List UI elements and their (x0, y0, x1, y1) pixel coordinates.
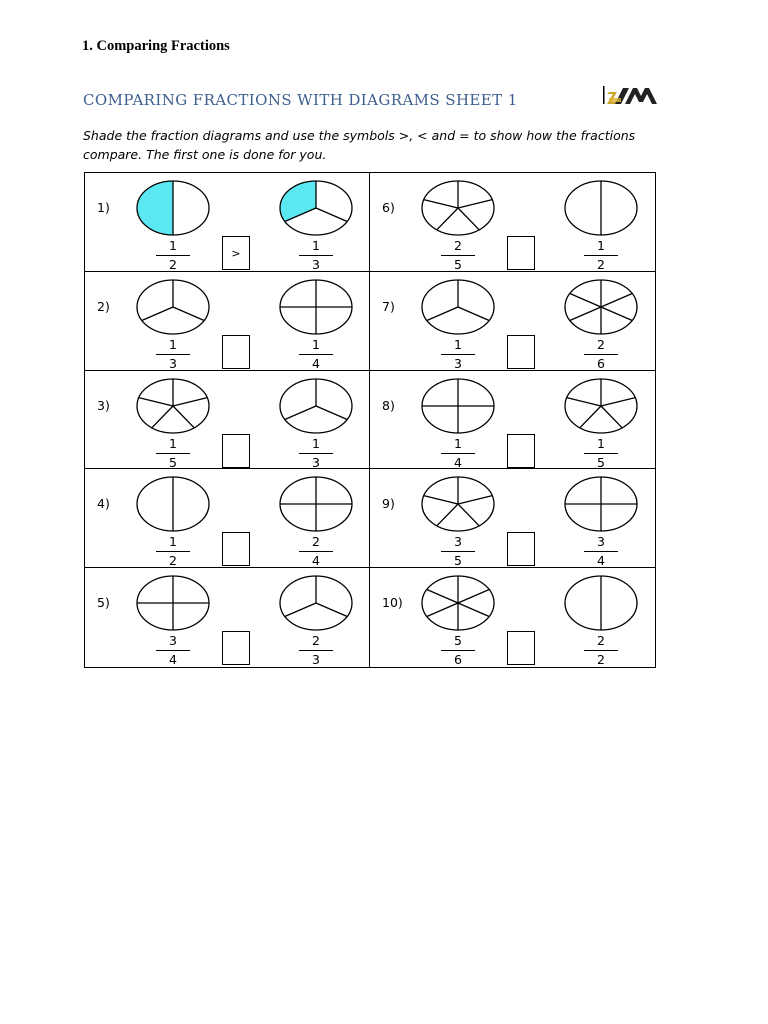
denominator: 2 (597, 652, 605, 668)
fraction-right (296, 238, 336, 272)
numerator: 5 (454, 633, 462, 649)
fraction-right (296, 534, 336, 568)
denominator: 4 (312, 355, 320, 371)
comparison-answer-box[interactable] (507, 335, 535, 369)
comparison-answer-box[interactable]: > (222, 236, 250, 270)
denominator: 2 (169, 553, 177, 569)
fraction-bar (299, 453, 333, 454)
question-number: 4) (97, 496, 110, 512)
denominator: 5 (169, 454, 177, 470)
denominator: 2 (169, 257, 177, 272)
question-number: 7) (382, 298, 395, 314)
question-number: 8) (382, 397, 395, 413)
fraction-left (153, 436, 193, 470)
question-number: 3) (97, 397, 110, 413)
fraction-bar (156, 650, 190, 651)
fraction-left (438, 534, 478, 568)
fraction-circle-left[interactable] (134, 376, 212, 436)
questions-grid (84, 172, 656, 668)
comparison-answer-box[interactable] (507, 434, 535, 468)
comparison-answer-box[interactable] (507, 631, 535, 665)
sheet-title: COMPARING FRACTIONS WITH DIAGRAMS SHEET 1 (83, 91, 518, 109)
numerator: 1 (169, 336, 177, 352)
fraction-right (581, 534, 621, 568)
question-5 (85, 568, 370, 667)
denominator: 3 (312, 652, 320, 668)
fraction-circle-right[interactable] (562, 474, 640, 534)
comparison-answer-box[interactable] (222, 335, 250, 369)
fraction-bar (584, 551, 618, 552)
fraction-circle-left[interactable] (419, 376, 497, 436)
shaded-sector (137, 181, 173, 235)
fraction-circle-left[interactable] (134, 573, 212, 633)
comparison-answer-box[interactable] (222, 434, 250, 468)
fraction-circle-left[interactable] (134, 277, 212, 337)
fraction-bar (299, 551, 333, 552)
fraction-bar (441, 255, 475, 256)
fraction-bar (584, 453, 618, 454)
fraction-left (153, 238, 193, 272)
fraction-bar (156, 453, 190, 454)
fraction-bar (156, 255, 190, 256)
denominator: 5 (454, 257, 462, 272)
numerator: 2 (312, 534, 320, 550)
denominator: 4 (597, 553, 605, 569)
numerator: 1 (169, 238, 177, 253)
fraction-circle-left[interactable] (419, 573, 497, 633)
fraction-bar (441, 650, 475, 651)
fraction-left (438, 436, 478, 470)
question-8 (370, 371, 655, 470)
fraction-bar (156, 551, 190, 552)
fraction-left (153, 633, 193, 667)
denominator: 5 (597, 454, 605, 470)
fraction-circle-right[interactable] (277, 277, 355, 337)
fraction-bar (299, 354, 333, 355)
fraction-left (438, 238, 478, 272)
denominator: 6 (597, 355, 605, 371)
fraction-circle-right[interactable] (277, 573, 355, 633)
fraction-right (296, 436, 336, 470)
numerator: 1 (454, 435, 462, 451)
fraction-bar (441, 453, 475, 454)
fraction-bar (156, 354, 190, 355)
denominator: 3 (312, 257, 320, 272)
fraction-right (581, 238, 621, 272)
comparison-answer-box[interactable] (507, 532, 535, 566)
fraction-circle-left[interactable] (419, 474, 497, 534)
question-number: 6) (382, 200, 395, 215)
numerator: 1 (454, 336, 462, 352)
numerator: 3 (454, 534, 462, 550)
denominator: 4 (169, 652, 177, 668)
fraction-bar (584, 255, 618, 256)
question-10 (370, 568, 655, 667)
denominator: 2 (597, 257, 605, 272)
section-heading: 1. Comparing Fractions (82, 38, 230, 54)
numerator: 1 (312, 336, 320, 352)
fraction-right (296, 633, 336, 667)
denominator: 4 (312, 553, 320, 569)
denominator: 3 (312, 454, 320, 470)
fraction-left (153, 337, 193, 371)
question-7 (370, 272, 655, 371)
denominator: 4 (454, 454, 462, 470)
question-number: 5) (97, 595, 110, 611)
numerator: 2 (312, 633, 320, 649)
numerator: 2 (597, 633, 605, 649)
numerator: 1 (312, 238, 320, 253)
fraction-bar (441, 551, 475, 552)
numerator: 1 (169, 435, 177, 451)
fraction-circle-left[interactable] (134, 178, 212, 238)
question-number: 1) (97, 200, 110, 215)
numerator: 2 (454, 238, 462, 253)
question-1 (85, 173, 370, 272)
fraction-bar (584, 650, 618, 651)
fraction-bar (584, 354, 618, 355)
fraction-right (581, 633, 621, 667)
question-3 (85, 371, 370, 470)
fraction-circle-right[interactable] (562, 178, 640, 238)
question-2 (85, 272, 370, 371)
fraction-circle-right[interactable] (562, 376, 640, 436)
fraction-circle-right[interactable] (562, 277, 640, 337)
denominator: 5 (454, 553, 462, 569)
numerator: 3 (169, 633, 177, 649)
question-6 (370, 173, 655, 272)
numerator: 2 (597, 336, 605, 352)
numerator: 1 (597, 238, 605, 253)
fraction-circle-left[interactable] (134, 474, 212, 534)
fraction-right (581, 436, 621, 470)
denominator: 6 (454, 652, 462, 668)
fraction-left (438, 337, 478, 371)
question-number: 2) (97, 298, 110, 314)
fraction-left (153, 534, 193, 568)
numerator: 3 (597, 534, 605, 550)
fraction-circle-left[interactable] (419, 277, 497, 337)
math-salamanders-logo (603, 84, 661, 106)
question-number: 10) (382, 595, 403, 611)
fraction-circle-right[interactable] (562, 573, 640, 633)
instructions: Shade the fraction diagrams and use the symbols >, < and = to show how the fractions compare. The first one is done for you. (83, 128, 636, 162)
fraction-left (438, 633, 478, 667)
fraction-bar (441, 354, 475, 355)
comparison-answer-box[interactable] (507, 236, 535, 270)
fraction-circle-right[interactable] (277, 376, 355, 436)
question-4 (85, 469, 370, 568)
fraction-bar (299, 255, 333, 256)
comparison-answer-box[interactable] (222, 631, 250, 665)
numerator: 1 (169, 534, 177, 550)
denominator: 3 (169, 355, 177, 371)
denominator: 3 (454, 355, 462, 371)
fraction-bar (299, 650, 333, 651)
question-9 (370, 469, 655, 568)
numerator: 1 (312, 435, 320, 451)
numerator: 1 (597, 435, 605, 451)
fraction-circle-right[interactable] (277, 178, 355, 238)
comparison-answer-box[interactable] (222, 532, 250, 566)
fraction-circle-left[interactable] (419, 178, 497, 238)
fraction-right (296, 337, 336, 371)
question-number: 9) (382, 496, 395, 512)
fraction-right (581, 337, 621, 371)
fraction-circle-right[interactable] (277, 474, 355, 534)
